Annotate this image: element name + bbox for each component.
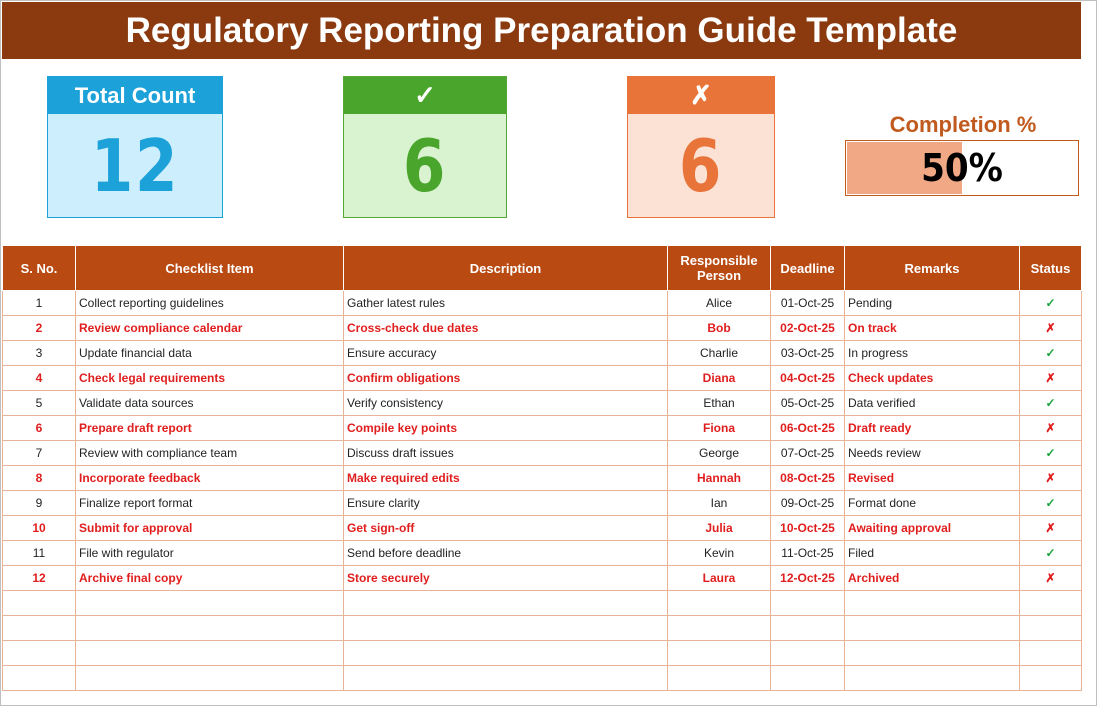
empty-table-row bbox=[3, 616, 1082, 641]
checklist-table bbox=[2, 245, 1082, 691]
cell-status[interactable]: ✗ bbox=[1020, 316, 1082, 341]
table-row bbox=[3, 541, 1082, 566]
empty-cell[interactable] bbox=[344, 591, 668, 616]
table-header-row bbox=[3, 246, 1082, 291]
cell-status[interactable]: ✗ bbox=[1020, 416, 1082, 441]
empty-cell[interactable] bbox=[668, 641, 771, 666]
cell-deadline[interactable]: 03-Oct-25 bbox=[771, 341, 845, 366]
cell-checklist-item[interactable]: Prepare draft report bbox=[76, 416, 344, 441]
table-row bbox=[3, 416, 1082, 441]
empty-cell[interactable] bbox=[344, 666, 668, 691]
total-count-value: 12 bbox=[90, 124, 180, 208]
table-row bbox=[3, 516, 1082, 541]
cell-checklist-item[interactable]: Validate data sources bbox=[76, 391, 344, 416]
check-icon: ✓ bbox=[344, 77, 506, 114]
empty-cell[interactable] bbox=[771, 591, 845, 616]
cell-remarks[interactable]: Data verified bbox=[845, 391, 1020, 416]
cell-status[interactable]: ✗ bbox=[1020, 466, 1082, 491]
cell-deadline[interactable]: 08-Oct-25 bbox=[771, 466, 845, 491]
empty-cell[interactable] bbox=[1020, 641, 1082, 666]
cell-remarks[interactable]: Check updates bbox=[845, 366, 1020, 391]
empty-cell[interactable] bbox=[344, 641, 668, 666]
cell-deadline[interactable]: 05-Oct-25 bbox=[771, 391, 845, 416]
cell-checklist-item[interactable]: Check legal requirements bbox=[76, 366, 344, 391]
empty-cell[interactable] bbox=[1020, 616, 1082, 641]
column-header-remarks[interactable]: Remarks bbox=[845, 246, 1020, 291]
empty-cell[interactable] bbox=[344, 616, 668, 641]
cell-description[interactable]: Store securely bbox=[344, 566, 668, 591]
cell-deadline[interactable]: 12-Oct-25 bbox=[771, 566, 845, 591]
cell-sno[interactable]: 8 bbox=[3, 466, 76, 491]
empty-cell[interactable] bbox=[1020, 666, 1082, 691]
cell-sno[interactable]: 5 bbox=[3, 391, 76, 416]
table-row bbox=[3, 366, 1082, 391]
cell-status[interactable]: ✓ bbox=[1020, 441, 1082, 466]
cell-responsible-person[interactable]: Hannah bbox=[668, 466, 771, 491]
cell-responsible-person[interactable]: Kevin bbox=[668, 541, 771, 566]
cell-remarks[interactable]: Revised bbox=[845, 466, 1020, 491]
cell-checklist-item[interactable]: Archive final copy bbox=[76, 566, 344, 591]
completion-label: Completion % bbox=[889, 112, 1037, 137]
cell-description[interactable]: Get sign-off bbox=[344, 516, 668, 541]
cell-checklist-item[interactable]: File with regulator bbox=[76, 541, 344, 566]
cell-status[interactable]: ✓ bbox=[1020, 291, 1082, 316]
empty-cell[interactable] bbox=[845, 591, 1020, 616]
cell-status[interactable]: ✓ bbox=[1020, 491, 1082, 516]
cell-deadline[interactable]: 11-Oct-25 bbox=[771, 541, 845, 566]
page-title: Regulatory Reporting Preparation Guide Template bbox=[2, 2, 1081, 59]
cell-remarks[interactable]: Pending bbox=[845, 291, 1020, 316]
cell-deadline[interactable]: 02-Oct-25 bbox=[771, 316, 845, 341]
cell-status[interactable]: ✗ bbox=[1020, 516, 1082, 541]
total-count-card bbox=[47, 76, 223, 218]
cell-sno[interactable]: 2 bbox=[3, 316, 76, 341]
empty-cell[interactable] bbox=[3, 616, 76, 641]
empty-cell[interactable] bbox=[3, 641, 76, 666]
cell-remarks[interactable]: Needs review bbox=[845, 441, 1020, 466]
cell-status[interactable]: ✓ bbox=[1020, 541, 1082, 566]
cell-sno[interactable]: 3 bbox=[3, 341, 76, 366]
cell-sno[interactable]: 6 bbox=[3, 416, 76, 441]
cell-responsible-person[interactable]: Diana bbox=[668, 366, 771, 391]
table-row bbox=[3, 391, 1082, 416]
completed-count-value: 6 bbox=[402, 124, 448, 208]
empty-cell[interactable] bbox=[845, 666, 1020, 691]
cell-responsible-person[interactable]: Laura bbox=[668, 566, 771, 591]
cell-checklist-item[interactable]: Collect reporting guidelines bbox=[76, 291, 344, 316]
table-row bbox=[3, 291, 1082, 316]
table-row bbox=[3, 341, 1082, 366]
table-row bbox=[3, 316, 1082, 341]
cell-sno[interactable]: 12 bbox=[3, 566, 76, 591]
cell-responsible-person[interactable]: Ian bbox=[668, 491, 771, 516]
empty-cell[interactable] bbox=[845, 641, 1020, 666]
cell-description[interactable]: Send before deadline bbox=[344, 541, 668, 566]
empty-cell[interactable] bbox=[3, 666, 76, 691]
cell-deadline[interactable]: 10-Oct-25 bbox=[771, 516, 845, 541]
cell-description[interactable]: Make required edits bbox=[344, 466, 668, 491]
cell-status[interactable]: ✗ bbox=[1020, 366, 1082, 391]
cell-checklist-item[interactable]: Update financial data bbox=[76, 341, 344, 366]
cell-checklist-item[interactable]: Review compliance calendar bbox=[76, 316, 344, 341]
cell-deadline[interactable]: 06-Oct-25 bbox=[771, 416, 845, 441]
empty-table-row bbox=[3, 591, 1082, 616]
cell-remarks[interactable]: In progress bbox=[845, 341, 1020, 366]
empty-table-row bbox=[3, 641, 1082, 666]
completion-value: 50% bbox=[921, 146, 1003, 190]
completed-count-card bbox=[343, 76, 507, 218]
cell-responsible-person[interactable]: Bob bbox=[668, 316, 771, 341]
cell-description[interactable]: Cross-check due dates bbox=[344, 316, 668, 341]
pending-count-card bbox=[627, 76, 775, 218]
table-row bbox=[3, 441, 1082, 466]
cell-remarks[interactable]: On track bbox=[845, 316, 1020, 341]
cell-responsible-person[interactable]: George bbox=[668, 441, 771, 466]
empty-cell[interactable] bbox=[1020, 591, 1082, 616]
cell-sno[interactable]: 10 bbox=[3, 516, 76, 541]
cell-sno[interactable]: 9 bbox=[3, 491, 76, 516]
cell-status[interactable]: ✗ bbox=[1020, 566, 1082, 591]
cell-remarks[interactable]: Format done bbox=[845, 491, 1020, 516]
empty-cell[interactable] bbox=[668, 666, 771, 691]
cell-responsible-person[interactable]: Charlie bbox=[668, 341, 771, 366]
empty-table-row bbox=[3, 666, 1082, 691]
cell-description[interactable]: Confirm obligations bbox=[344, 366, 668, 391]
cell-checklist-item[interactable]: Review with compliance team bbox=[76, 441, 344, 466]
column-header-deadline[interactable]: Deadline bbox=[771, 246, 845, 291]
empty-cell[interactable] bbox=[76, 591, 344, 616]
cell-remarks[interactable]: Draft ready bbox=[845, 416, 1020, 441]
cell-sno[interactable]: 4 bbox=[3, 366, 76, 391]
cross-icon: ✗ bbox=[628, 77, 774, 114]
cell-responsible-person[interactable]: Julia bbox=[668, 516, 771, 541]
column-header-description[interactable]: Description bbox=[344, 246, 668, 291]
cell-description[interactable]: Discuss draft issues bbox=[344, 441, 668, 466]
cell-description[interactable]: Gather latest rules bbox=[344, 291, 668, 316]
cell-remarks[interactable]: Filed bbox=[845, 541, 1020, 566]
cell-checklist-item[interactable]: Incorporate feedback bbox=[76, 466, 344, 491]
cell-status[interactable]: ✓ bbox=[1020, 341, 1082, 366]
cell-sno[interactable]: 11 bbox=[3, 541, 76, 566]
column-header-sno[interactable]: S. No. bbox=[3, 246, 76, 291]
table-row bbox=[3, 491, 1082, 516]
column-header-responsible-person[interactable]: Responsible Person bbox=[668, 246, 771, 291]
empty-cell[interactable] bbox=[771, 666, 845, 691]
column-header-status[interactable]: Status bbox=[1020, 246, 1082, 291]
table-row bbox=[3, 466, 1082, 491]
cell-description[interactable]: Compile key points bbox=[344, 416, 668, 441]
total-count-label: Total Count bbox=[48, 77, 222, 114]
pending-count-value: 6 bbox=[678, 124, 724, 208]
cell-sno[interactable]: 1 bbox=[3, 291, 76, 316]
completion-progress-bar bbox=[845, 140, 1079, 196]
cell-description[interactable]: Ensure accuracy bbox=[344, 341, 668, 366]
cell-responsible-person[interactable]: Ethan bbox=[668, 391, 771, 416]
cell-checklist-item[interactable]: Submit for approval bbox=[76, 516, 344, 541]
cell-description[interactable]: Ensure clarity bbox=[344, 491, 668, 516]
cell-responsible-person[interactable]: Fiona bbox=[668, 416, 771, 441]
empty-cell[interactable] bbox=[3, 591, 76, 616]
cell-remarks[interactable]: Awaiting approval bbox=[845, 516, 1020, 541]
cell-sno[interactable]: 7 bbox=[3, 441, 76, 466]
cell-responsible-person[interactable]: Alice bbox=[668, 291, 771, 316]
cell-deadline[interactable]: 07-Oct-25 bbox=[771, 441, 845, 466]
cell-description[interactable]: Verify consistency bbox=[344, 391, 668, 416]
table-row bbox=[3, 566, 1082, 591]
empty-cell[interactable] bbox=[668, 616, 771, 641]
empty-cell[interactable] bbox=[76, 616, 344, 641]
column-header-checklist-item[interactable]: Checklist Item bbox=[76, 246, 344, 291]
cell-deadline[interactable]: 01-Oct-25 bbox=[771, 291, 845, 316]
empty-cell[interactable] bbox=[771, 641, 845, 666]
empty-cell[interactable] bbox=[845, 616, 1020, 641]
empty-cell[interactable] bbox=[771, 616, 845, 641]
cell-deadline[interactable]: 04-Oct-25 bbox=[771, 366, 845, 391]
empty-cell[interactable] bbox=[76, 641, 344, 666]
cell-status[interactable]: ✓ bbox=[1020, 391, 1082, 416]
cell-remarks[interactable]: Archived bbox=[845, 566, 1020, 591]
cell-checklist-item[interactable]: Finalize report format bbox=[76, 491, 344, 516]
empty-cell[interactable] bbox=[76, 666, 344, 691]
cell-deadline[interactable]: 09-Oct-25 bbox=[771, 491, 845, 516]
empty-cell[interactable] bbox=[668, 591, 771, 616]
